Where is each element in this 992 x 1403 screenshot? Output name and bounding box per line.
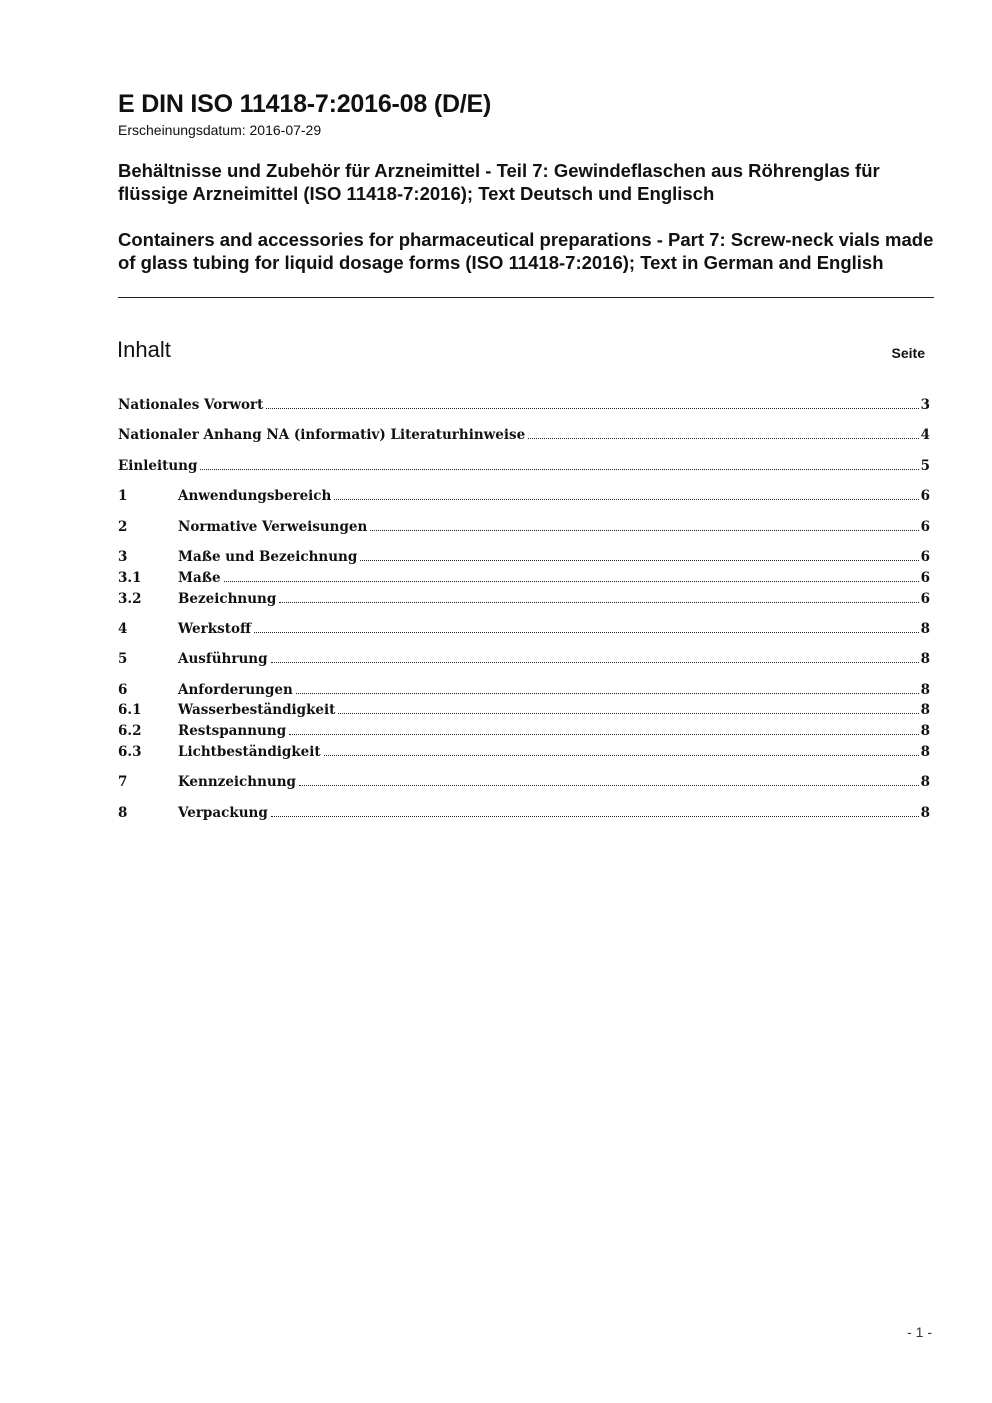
toc-entry-label: Wasserbeständigkeit [178, 702, 336, 718]
toc-entry[interactable] [118, 456, 930, 474]
toc-entry-page: 8 [920, 723, 930, 739]
toc-entry-page: 8 [920, 621, 930, 637]
toc-entry[interactable] [118, 547, 930, 565]
toc-entry-label: Anforderungen [178, 682, 293, 698]
toc-entry-page: 8 [920, 651, 930, 667]
toc-leader [370, 530, 918, 531]
toc-entry-number: 8 [118, 805, 128, 821]
toc-entry-number: 4 [118, 621, 128, 637]
toc-entry-number: 2 [118, 519, 128, 535]
toc-leader [271, 662, 919, 663]
toc-leader [289, 734, 918, 735]
publication-date: Erscheinungsdatum: 2016-07-29 [118, 122, 322, 138]
toc-entry-page: 8 [920, 774, 930, 790]
toc-entry-label: Werkstoff [178, 621, 252, 637]
toc-entry-label: Maße [178, 570, 221, 586]
toc-entry-page: 5 [920, 458, 930, 474]
toc-entry[interactable] [118, 395, 930, 413]
toc-entry[interactable] [118, 803, 930, 821]
toc-entry-label: Lichtbeständigkeit [178, 744, 321, 760]
title-german: Behältnisse und Zubehör für Arzneimittel - Teil 7: Gewindeflaschen aus Röhrenglas für flüssige Arzneimittel (ISO 11418-7:2016); Text Deutsch und Englisch [118, 160, 880, 204]
toc-entry[interactable] [118, 425, 930, 443]
toc-entry-label: Bezeichnung [178, 591, 277, 607]
toc-leader [279, 602, 918, 603]
toc-leader [266, 408, 918, 409]
toc-entry[interactable] [118, 589, 930, 607]
toc-entry[interactable] [118, 772, 930, 790]
toc-entry[interactable] [118, 568, 930, 586]
toc-entry-label: Nationales Vorwort [118, 397, 264, 413]
toc-entry-page: 6 [920, 519, 930, 535]
toc-entry[interactable] [118, 619, 930, 637]
toc-leader [224, 581, 919, 582]
toc-page-column-label: Seite [891, 345, 925, 361]
toc-entry-number: 6 [118, 682, 128, 698]
toc-leader [360, 560, 918, 561]
toc-entry-page: 4 [920, 427, 930, 443]
toc-entry-page: 8 [920, 805, 930, 821]
toc-leader [334, 499, 918, 500]
toc-entry-number: 3.1 [118, 570, 142, 586]
toc-entry-label: Verpackung [178, 805, 268, 821]
toc-entry-page: 8 [920, 702, 930, 718]
toc-entry-page: 8 [920, 744, 930, 760]
toc-entry-page: 3 [920, 397, 930, 413]
page-number: - 1 - [907, 1324, 932, 1340]
toc-entry[interactable] [118, 486, 930, 504]
toc-leader [296, 693, 919, 694]
toc-entry-number: 6.1 [118, 702, 142, 718]
toc-entry-number: 1 [118, 488, 128, 504]
toc-entry-label: Nationaler Anhang NA (informativ) Literaturhinweise [118, 427, 526, 443]
toc-entry-number: 7 [118, 774, 128, 790]
toc-leader [299, 785, 919, 786]
toc-entry-label: Einleitung [118, 458, 198, 474]
toc-leader [200, 469, 918, 470]
toc-entry[interactable] [118, 517, 930, 535]
toc-entry[interactable] [118, 680, 930, 698]
toc-entry-label: Maße und Bezeichnung [178, 549, 358, 565]
toc-entry-number: 5 [118, 651, 128, 667]
toc-entry[interactable] [118, 742, 930, 760]
toc-entry-label: Ausführung [178, 651, 268, 667]
toc-entry-number: 6.3 [118, 744, 142, 760]
toc-entry-label: Kennzeichnung [178, 774, 296, 790]
toc-entry-number: 3 [118, 549, 128, 565]
toc-entry-page: 6 [920, 488, 930, 504]
toc-entry-label: Normative Verweisungen [178, 519, 368, 535]
toc-heading: Inhalt [117, 337, 171, 362]
title-english: Containers and accessories for pharmaceutical preparations - Part 7: Screw-neck vials made of glass tubing for liquid dosage forms (ISO 11418-7:2016); Text in German and English [118, 229, 934, 273]
toc-entry[interactable] [118, 721, 930, 739]
toc-entry-label: Restspannung [178, 723, 287, 739]
toc-entry-page: 8 [920, 682, 930, 698]
toc-entry-label: Anwendungsbereich [178, 488, 332, 504]
toc-entry-page: 6 [920, 570, 930, 586]
document-title: E DIN ISO 11418-7:2016-08 (D/E) [118, 90, 492, 118]
toc-entry-page: 6 [920, 549, 930, 565]
toc-leader [324, 755, 919, 756]
toc-entry-number: 6.2 [118, 723, 142, 739]
toc-leader [338, 713, 918, 714]
toc-leader [254, 632, 919, 633]
toc-entry-number: 3.2 [118, 591, 142, 607]
toc-entry-page: 6 [920, 591, 930, 607]
toc-leader [271, 816, 919, 817]
toc-entry[interactable] [118, 700, 930, 718]
toc-leader [528, 438, 918, 439]
title-divider [118, 297, 934, 298]
toc-entry[interactable] [118, 649, 930, 667]
